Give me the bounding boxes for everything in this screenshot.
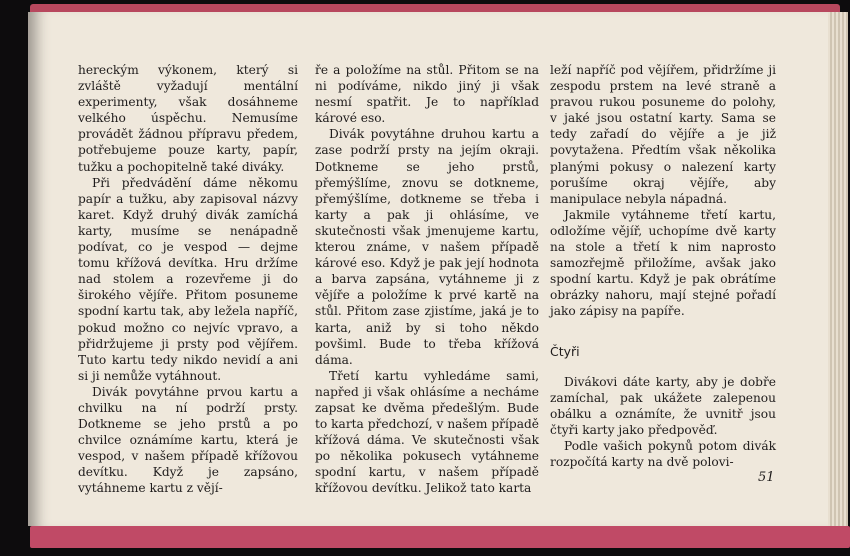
section-heading: Čtyři (550, 343, 580, 359)
paragraph: leží napříč pod vějířem, přidržíme ji zespodu prstem na levé straně a pravou rukou posuneme do polohy, v jaké jsou ostatní karty. Sama se tedy zařadí do vějíře a je již povytažena. Předtím však několika planými pokusy o nalezení karty porušíme okraj vějíře, aby manipulace nebyla nápadná. (550, 63, 776, 206)
paragraph: hereckým výkonem, který si zvláště vyžadují mentální experimenty, však dosáhneme velkého úspěchu. Nemusíme provádět žádnou přípravu předem, potřebujeme pouze karty, papír, tužku a pochopitelně také diváky. (78, 63, 298, 174)
paragraph: Divák povytáhne druhou kartu a zase podrží prsty na jejím okraji. Dotkneme se jeho prstů, přemýšlíme, znovu se dotkneme, přemýšlíme, dotkneme se třeba i karty a pak ji ohlásíme, ve skutečnosti však jmenujeme kartu, kterou známe, v našem případě kárové eso. Když je pak její hodnota a barva zapsána, vytáhneme ji z vějíře a položíme k prvé kartě na stůl. Přitom zase zjistíme, jaká je to karta, aniž by si toho někdo povšiml. Bude to třeba křížová dáma. (315, 127, 539, 367)
book-page (28, 12, 828, 526)
book-cover-bottom-edge (30, 526, 850, 548)
text-column-2 (315, 62, 539, 497)
paragraph: Jakmile vytáhneme třetí kartu, odložíme vějíř, uchopíme dvě karty na stole a třetí k nim naprosto samozřejmě přiložíme, avšak jako spodní kartu. Když je pak obrátíme obrázky nahoru, mají stejné pořadí jako zápisy na papíře. (550, 207, 776, 319)
text-column-1 (78, 62, 298, 497)
paragraph: Divák povytáhne prvou kartu a chvilku na ní podrží prsty. Dotkneme se jeho prstů a po chvilce oznámíme kartu, která je vespod, v našem případě křížovou devítku. Když je zapsáno, vytáhneme kartu z vějí- (78, 384, 298, 496)
paragraph: Třetí kartu vyhledáme sami, napřed ji však ohlásíme a necháme zapsat ke dvěma předešlým. Bude to karta předchozí, v našem případě křížová dáma. Ve skutečnosti však po několika pokusech vytáhneme spodní kartu, v našem případě křížovou devítku. Jelikož tato karta (315, 368, 539, 496)
paragraph: ře a položíme na stůl. Přitom se na ni podíváme, nikdo jiný ji však nesmí spatřit. Je to například kárové eso. (315, 63, 539, 126)
paragraph: Divákovi dáte karty, aby je dobře zamíchal, pak ukážete zalepenou obálku a oznámíte, že uvnitř jsou čtyři karty jako předpověď. (550, 374, 776, 437)
paragraph: Podle vašich pokynů potom divák rozpočítá karty na dvě polovi- (550, 438, 776, 470)
text-column-3 (550, 62, 776, 470)
paragraph: Při předvádění dáme někomu papír a tužku, aby zapisoval názvy karet. Když druhý divák zamíchá karty, musíme se nenápadně podívat, co je vespod — dejme tomu křížová devítka. Hru držíme nad stolem a rozevřeme ji do širokého vějíře. Přitom posuneme spodní kartu tak, aby ležela napříč, pokud možno co nejvíc vpravo, a přidržujeme ji prsty pod vějířem. Tuto kartu tedy nikdo nevidí a ani si ji nemůže vytáhnout. (78, 175, 298, 383)
page-number: 51 (758, 470, 775, 485)
